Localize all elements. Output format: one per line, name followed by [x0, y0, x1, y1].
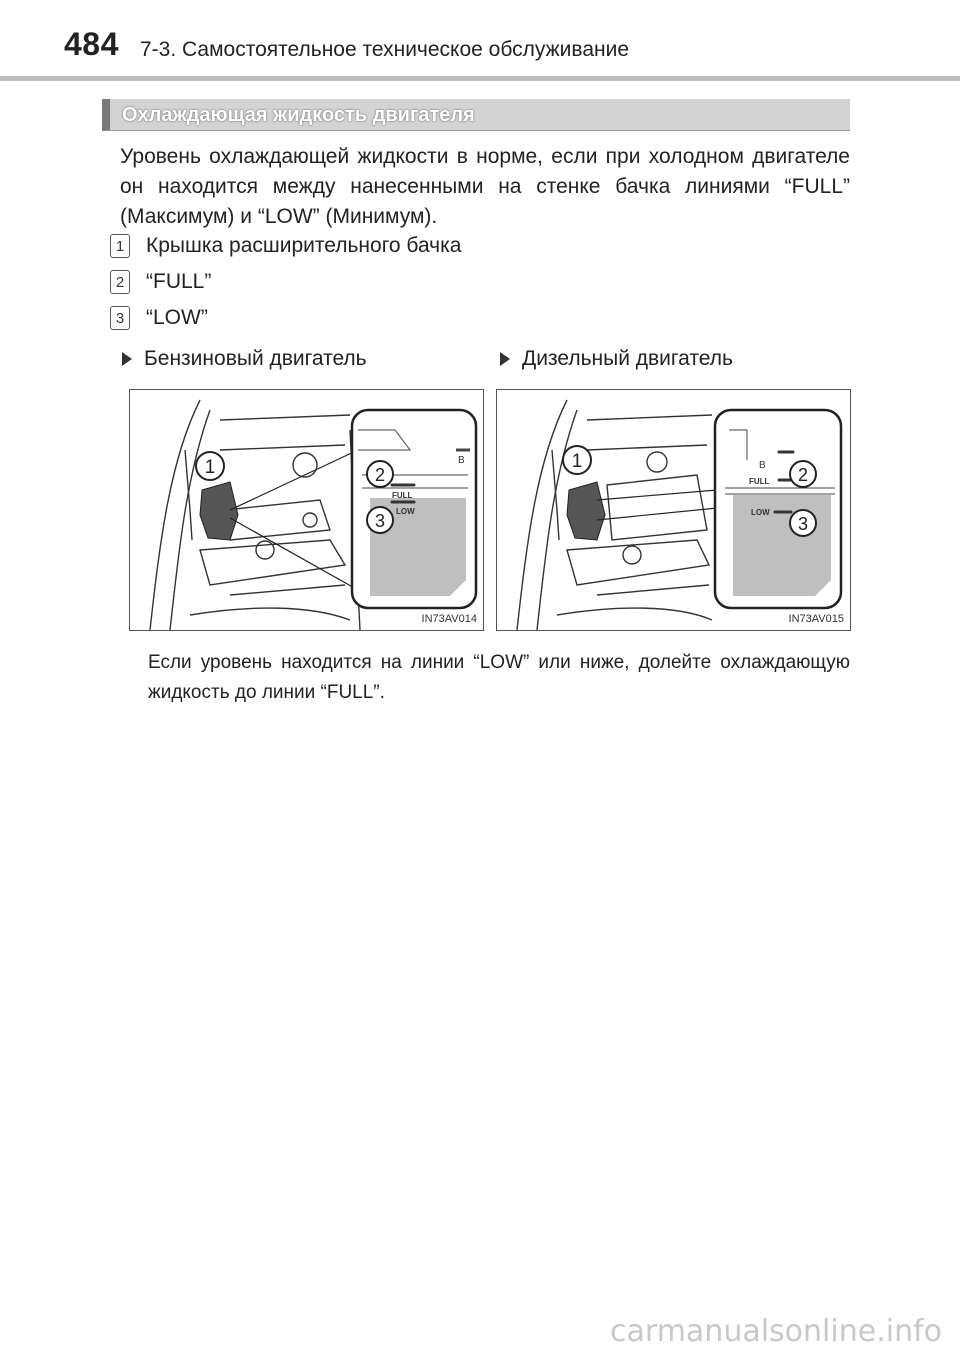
inset-mark-b: B: [759, 460, 766, 471]
callout-text: “LOW”: [146, 306, 208, 329]
marker-number-3: 3: [797, 514, 809, 534]
header-rule: [0, 76, 960, 81]
figure-title-diesel: [500, 347, 733, 371]
inset-mark-low: LOW: [751, 508, 770, 517]
callout-number: 3: [110, 306, 130, 330]
inset-mark-low: LOW: [396, 507, 415, 516]
figure-code: IN73AV014: [421, 613, 477, 625]
inset-mark-b: B: [458, 455, 465, 466]
marker-number-2: 2: [374, 465, 386, 485]
figure-diesel-engine: [496, 389, 851, 631]
callout-item: [110, 304, 208, 332]
figure-title-petrol: [122, 347, 367, 371]
callout-number: 1: [110, 234, 130, 258]
page-number: 484: [64, 26, 119, 62]
marker-number-1: 1: [571, 451, 583, 472]
callout-number: 2: [110, 270, 130, 294]
figure-code: IN73AV015: [788, 613, 844, 625]
triangle-bullet-icon: [500, 352, 510, 366]
intro-paragraph: Уровень охлаждающей жидкости в норме, если при холодном двигателе он находится между нанесенными на стенке бачка линиями “FULL” (Максимум) и “LOW” (Минимум).: [120, 145, 850, 228]
callout-item: [110, 268, 211, 296]
header-section-title: 7-3. Самостоятельное техническое обслуживание: [140, 38, 630, 61]
marker-number-1: 1: [204, 457, 216, 478]
figure-title-text: Дизельный двигатель: [522, 347, 733, 370]
note-paragraph: Если уровень находится на линии “LOW” или ниже, долейте охлаждающую жидкость до линии “FULL”.: [148, 652, 850, 703]
triangle-bullet-icon: [122, 352, 132, 366]
engine-bay-illustration: [497, 390, 851, 631]
figure-title-text: Бензиновый двигатель: [144, 347, 367, 370]
marker-number-3: 3: [374, 511, 386, 531]
figure-petrol-engine: [129, 389, 484, 631]
section-heading-text: Охлаждающая жидкость двигателя: [122, 104, 475, 126]
watermark: carmanualsonline.info: [610, 1314, 942, 1349]
inset-mark-full: FULL: [749, 477, 770, 486]
marker-number-2: 2: [797, 465, 809, 485]
engine-bay-illustration: [130, 390, 484, 631]
callout-item: [110, 232, 461, 260]
section-heading: [102, 99, 850, 131]
callout-text: Крышка расширительного бачка: [146, 234, 462, 257]
callout-text: “FULL”: [146, 270, 212, 293]
inset-mark-full: FULL: [392, 491, 413, 500]
